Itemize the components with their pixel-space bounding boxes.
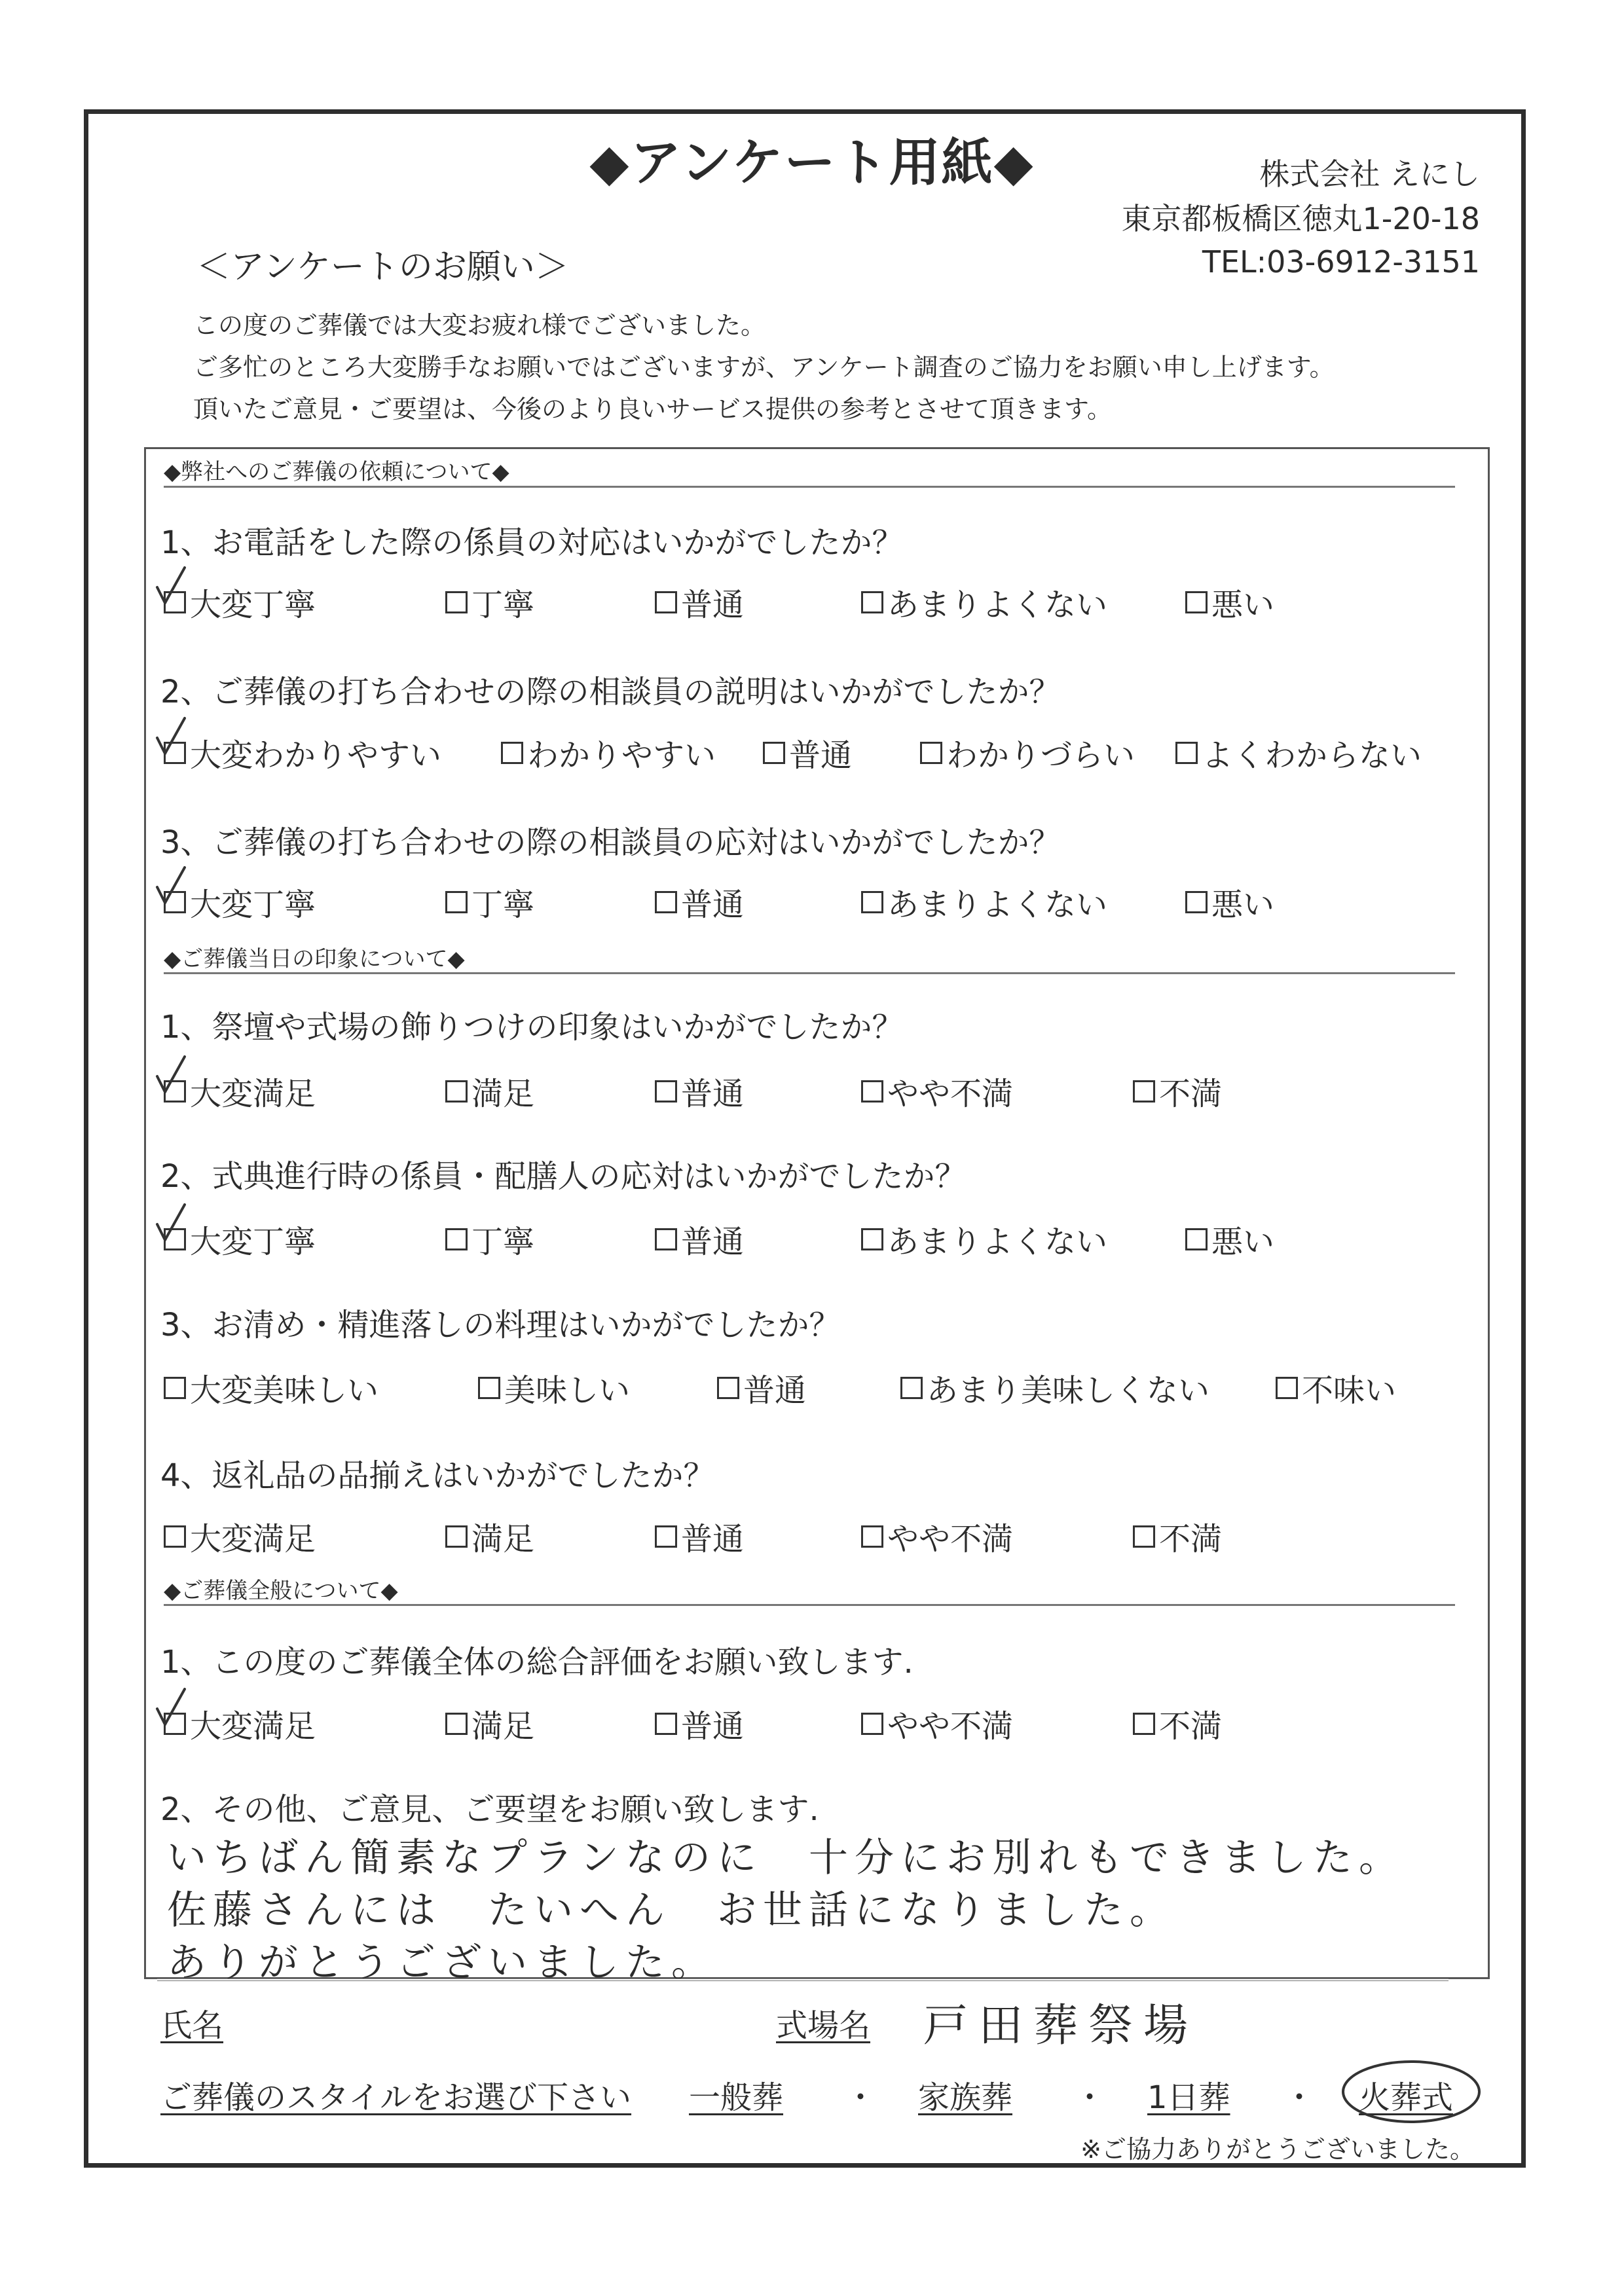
checkbox[interactable] xyxy=(501,742,523,764)
checkbox[interactable] xyxy=(861,1525,883,1548)
checkmark-icon xyxy=(155,1686,187,1727)
style-separator: ・ xyxy=(1283,2079,1316,2116)
answer-option-label: 丁寧 xyxy=(471,886,535,923)
answer-option[interactable] xyxy=(1276,1365,1396,1410)
question-text: 1、祭壇や式場の飾りつけの印象はいかがでしたか？ xyxy=(160,1009,904,1046)
answer-option[interactable] xyxy=(1133,1701,1222,1746)
checkbox[interactable] xyxy=(478,1377,500,1399)
answer-option-label: 満足 xyxy=(471,1708,535,1745)
checkbox[interactable] xyxy=(1276,1377,1298,1399)
handwritten-comment-line-1: いちばん簡素なプランなのに 十分にお別れもできました。 xyxy=(167,1835,1405,1881)
checkbox[interactable] xyxy=(861,1713,883,1735)
answer-option[interactable] xyxy=(164,1365,378,1410)
answer-option[interactable] xyxy=(861,1701,1013,1746)
answer-option-label: 大変丁寧 xyxy=(190,587,316,623)
venue-value: 戸田葬祭場 xyxy=(923,2000,1199,2052)
checkbox[interactable] xyxy=(445,891,468,913)
company-address: 東京都板橋区徳丸1-20-18 xyxy=(1121,201,1480,236)
answer-option-label: よくわからない xyxy=(1202,737,1422,774)
comments-prompt: 2、その他、ご意見、ご要望をお願い致します. xyxy=(160,1791,819,1828)
intro-line-3: 頂いたご意見・ご要望は、今後のより良いサービス提供の参考とさせて頂きます。 xyxy=(193,395,1112,424)
answer-option-label: 悪い xyxy=(1211,587,1275,623)
request-title: ＜アンケートのお願い＞ xyxy=(196,247,569,287)
answer-option-label: 不味い xyxy=(1302,1372,1397,1409)
handwritten-comment-line-3: ありがとうございました。 xyxy=(167,1940,717,1986)
answer-option[interactable] xyxy=(478,1365,630,1410)
checkbox[interactable] xyxy=(445,1713,468,1735)
answer-option[interactable] xyxy=(763,730,852,775)
answer-option-label: あまりよくない xyxy=(887,886,1108,923)
checkbox[interactable] xyxy=(445,1525,468,1548)
answer-option[interactable] xyxy=(445,1701,534,1746)
checkmark-icon xyxy=(155,865,187,905)
answer-option[interactable] xyxy=(164,730,441,775)
selected-style-circle xyxy=(1339,2056,1483,2128)
answer-option-label: 大変満足 xyxy=(190,1076,316,1112)
checkbox[interactable] xyxy=(861,1080,883,1102)
answer-option[interactable] xyxy=(861,879,1107,924)
style-option-cremation[interactable]: 火葬式 xyxy=(1359,2079,1454,2116)
checkbox[interactable] xyxy=(445,1228,468,1250)
answer-option-label: やや不満 xyxy=(887,1708,1014,1745)
answer-option-label: 不満 xyxy=(1159,1708,1223,1745)
section-rule xyxy=(164,486,1455,488)
section-rule xyxy=(164,1604,1455,1606)
question-text: 4、返礼品の品揃えはいかがでしたか？ xyxy=(160,1457,715,1494)
checkmark-icon xyxy=(155,1054,187,1095)
answer-option-label: 美味しい xyxy=(504,1372,631,1409)
thanks-note: ※ご協力ありがとうございました。 xyxy=(1080,2135,1475,2164)
answer-option[interactable] xyxy=(445,879,534,924)
checkbox[interactable] xyxy=(445,1080,468,1102)
answer-option[interactable] xyxy=(920,730,1135,775)
answer-option-label: 普通 xyxy=(681,886,745,923)
answer-option-label: わかりづらい xyxy=(946,737,1135,774)
checkbox[interactable] xyxy=(164,1525,186,1548)
checkmark-icon xyxy=(155,716,187,756)
answer-option[interactable] xyxy=(445,579,534,625)
answer-option[interactable] xyxy=(861,579,1107,625)
answer-option-label: 普通 xyxy=(789,737,853,774)
question-text: 1、この度のご葬儀全体の総合評価をお願い致します. xyxy=(160,1644,913,1681)
answer-option[interactable] xyxy=(501,730,716,775)
funeral-style-label: ご葬儀のスタイルをお選び下さい xyxy=(160,2079,632,2116)
answer-option-label: 悪い xyxy=(1211,1224,1275,1260)
checkbox[interactable] xyxy=(1185,1228,1208,1250)
style-option-one-day[interactable]: 1日葬 xyxy=(1147,2079,1230,2116)
checkmark-icon xyxy=(155,565,187,606)
checkbox[interactable] xyxy=(861,891,883,913)
answer-option-label: 不満 xyxy=(1159,1521,1223,1558)
question-text: 1、お電話をした際の係員の対応はいかがでしたか？ xyxy=(160,524,904,561)
checkbox[interactable] xyxy=(1133,1080,1155,1102)
answer-option-label: 不満 xyxy=(1159,1076,1223,1112)
answer-option-label: 丁寧 xyxy=(471,587,535,623)
question-text: 3、お清め・精進落しの料理はいかがでしたか？ xyxy=(160,1307,841,1343)
answer-option-label: 大変美味しい xyxy=(190,1372,379,1409)
answer-option[interactable] xyxy=(900,1365,1209,1410)
checkbox[interactable] xyxy=(445,591,468,613)
answer-option[interactable] xyxy=(445,1514,534,1559)
checkbox[interactable] xyxy=(861,1228,883,1250)
intro-line-2: ご多忙のところ大変勝手なお願いではございますが、アンケート調査のご協力をお願い申し上げます。 xyxy=(193,353,1335,382)
answer-option[interactable] xyxy=(655,1216,744,1262)
checkbox[interactable] xyxy=(1175,742,1198,764)
answer-option-label: 普通 xyxy=(681,1521,745,1558)
company-name: 株式会社 えにし xyxy=(1259,156,1480,192)
checkbox[interactable] xyxy=(164,1377,186,1399)
section-header-impression: ◆ご葬儀当日の印象について◆ xyxy=(164,946,465,972)
question-text: 3、ご葬儀の打ち合わせの際の相談員の応対はいかがでしたか？ xyxy=(160,824,1061,861)
checkbox[interactable] xyxy=(1185,891,1208,913)
checkbox[interactable] xyxy=(763,742,785,764)
answer-option[interactable] xyxy=(445,1216,534,1262)
answer-option-label: 普通 xyxy=(681,1224,745,1260)
checkbox[interactable] xyxy=(655,1228,677,1250)
intro-line-1: この度のご葬儀では大変お疲れ様でございました。 xyxy=(193,311,766,340)
checkbox[interactable] xyxy=(900,1377,923,1399)
answer-option[interactable] xyxy=(861,1216,1107,1262)
checkbox[interactable] xyxy=(717,1377,739,1399)
answer-option[interactable] xyxy=(1133,1068,1222,1114)
answer-option-label: やや不満 xyxy=(887,1076,1014,1112)
answer-option-label: あまり美味しくない xyxy=(927,1372,1210,1409)
question-text: 2、式典進行時の係員・配膳人の応対はいかがでしたか？ xyxy=(160,1158,967,1195)
answer-option-label: 大変満足 xyxy=(190,1708,316,1745)
style-separator: ・ xyxy=(845,2079,877,2116)
answer-option-label: わかりやすい xyxy=(527,737,716,774)
answer-option[interactable] xyxy=(1185,1216,1274,1262)
answer-option-label: 悪い xyxy=(1211,886,1275,923)
checkbox[interactable] xyxy=(655,1080,677,1102)
section-header-general: ◆ご葬儀全般について◆ xyxy=(164,1578,398,1604)
checkbox[interactable] xyxy=(655,1525,677,1548)
answer-option-label: 大変わかりやすい xyxy=(190,737,442,774)
answer-option-label: あまりよくない xyxy=(887,1224,1108,1260)
answer-option[interactable] xyxy=(655,579,744,625)
style-separator: ・ xyxy=(1074,2079,1106,2116)
answer-option-label: 満足 xyxy=(471,1076,535,1112)
checkbox[interactable] xyxy=(655,891,677,913)
answer-option-label: 満足 xyxy=(471,1521,535,1558)
answer-option-label: 大変満足 xyxy=(190,1521,316,1558)
form-title: ◆アンケート用紙◆ xyxy=(589,134,1035,192)
section-header-request: ◆弊社へのご葬儀の依頼について◆ xyxy=(164,459,509,485)
checkbox[interactable] xyxy=(861,591,883,613)
checkbox[interactable] xyxy=(1133,1713,1155,1735)
checkbox[interactable] xyxy=(655,591,677,613)
answer-option-label: 普通 xyxy=(681,1076,745,1112)
checkbox[interactable] xyxy=(1133,1525,1155,1548)
answer-option-label: 普通 xyxy=(743,1372,807,1409)
answer-option-label: 普通 xyxy=(681,1708,745,1745)
answer-option[interactable] xyxy=(655,879,744,924)
answer-option-label: 丁寧 xyxy=(471,1224,535,1260)
answer-option[interactable] xyxy=(655,1514,744,1559)
answer-option[interactable] xyxy=(1175,730,1422,775)
answer-option-label: 大変丁寧 xyxy=(190,1224,316,1260)
answer-option-label: やや不満 xyxy=(887,1521,1014,1558)
answer-option-label: 普通 xyxy=(681,587,745,623)
answer-option[interactable] xyxy=(655,1068,744,1114)
handwritten-comment-line-2: 佐藤さんには たいへん お世話になりました。 xyxy=(167,1887,1175,1933)
style-option-family[interactable]: 家族葬 xyxy=(918,2079,1013,2116)
company-tel: TEL:03-6912-3151 xyxy=(1202,244,1480,280)
answer-option-label: 大変丁寧 xyxy=(190,886,316,923)
section-rule xyxy=(164,972,1455,974)
footer-divider xyxy=(157,1978,1449,1981)
answer-option[interactable] xyxy=(1133,1514,1222,1559)
answer-option[interactable] xyxy=(655,1701,744,1746)
checkbox[interactable] xyxy=(1185,591,1208,613)
answer-option[interactable] xyxy=(1185,879,1274,924)
answer-option[interactable] xyxy=(717,1365,806,1410)
checkmark-icon xyxy=(155,1202,187,1243)
checkbox[interactable] xyxy=(655,1713,677,1735)
answer-option[interactable] xyxy=(445,1068,534,1114)
checkbox[interactable] xyxy=(920,742,942,764)
answer-option[interactable] xyxy=(1185,579,1274,625)
answer-option-label: あまりよくない xyxy=(887,587,1108,623)
answer-option[interactable] xyxy=(861,1514,1013,1559)
venue-label: 式場名 xyxy=(776,2007,871,2044)
style-option-general[interactable]: 一般葬 xyxy=(689,2079,784,2116)
answer-option[interactable] xyxy=(861,1068,1013,1114)
name-label: 氏名 xyxy=(160,2007,224,2044)
question-text: 2、ご葬儀の打ち合わせの際の相談員の説明はいかがでしたか？ xyxy=(160,674,1061,710)
answer-option[interactable] xyxy=(164,1514,316,1559)
